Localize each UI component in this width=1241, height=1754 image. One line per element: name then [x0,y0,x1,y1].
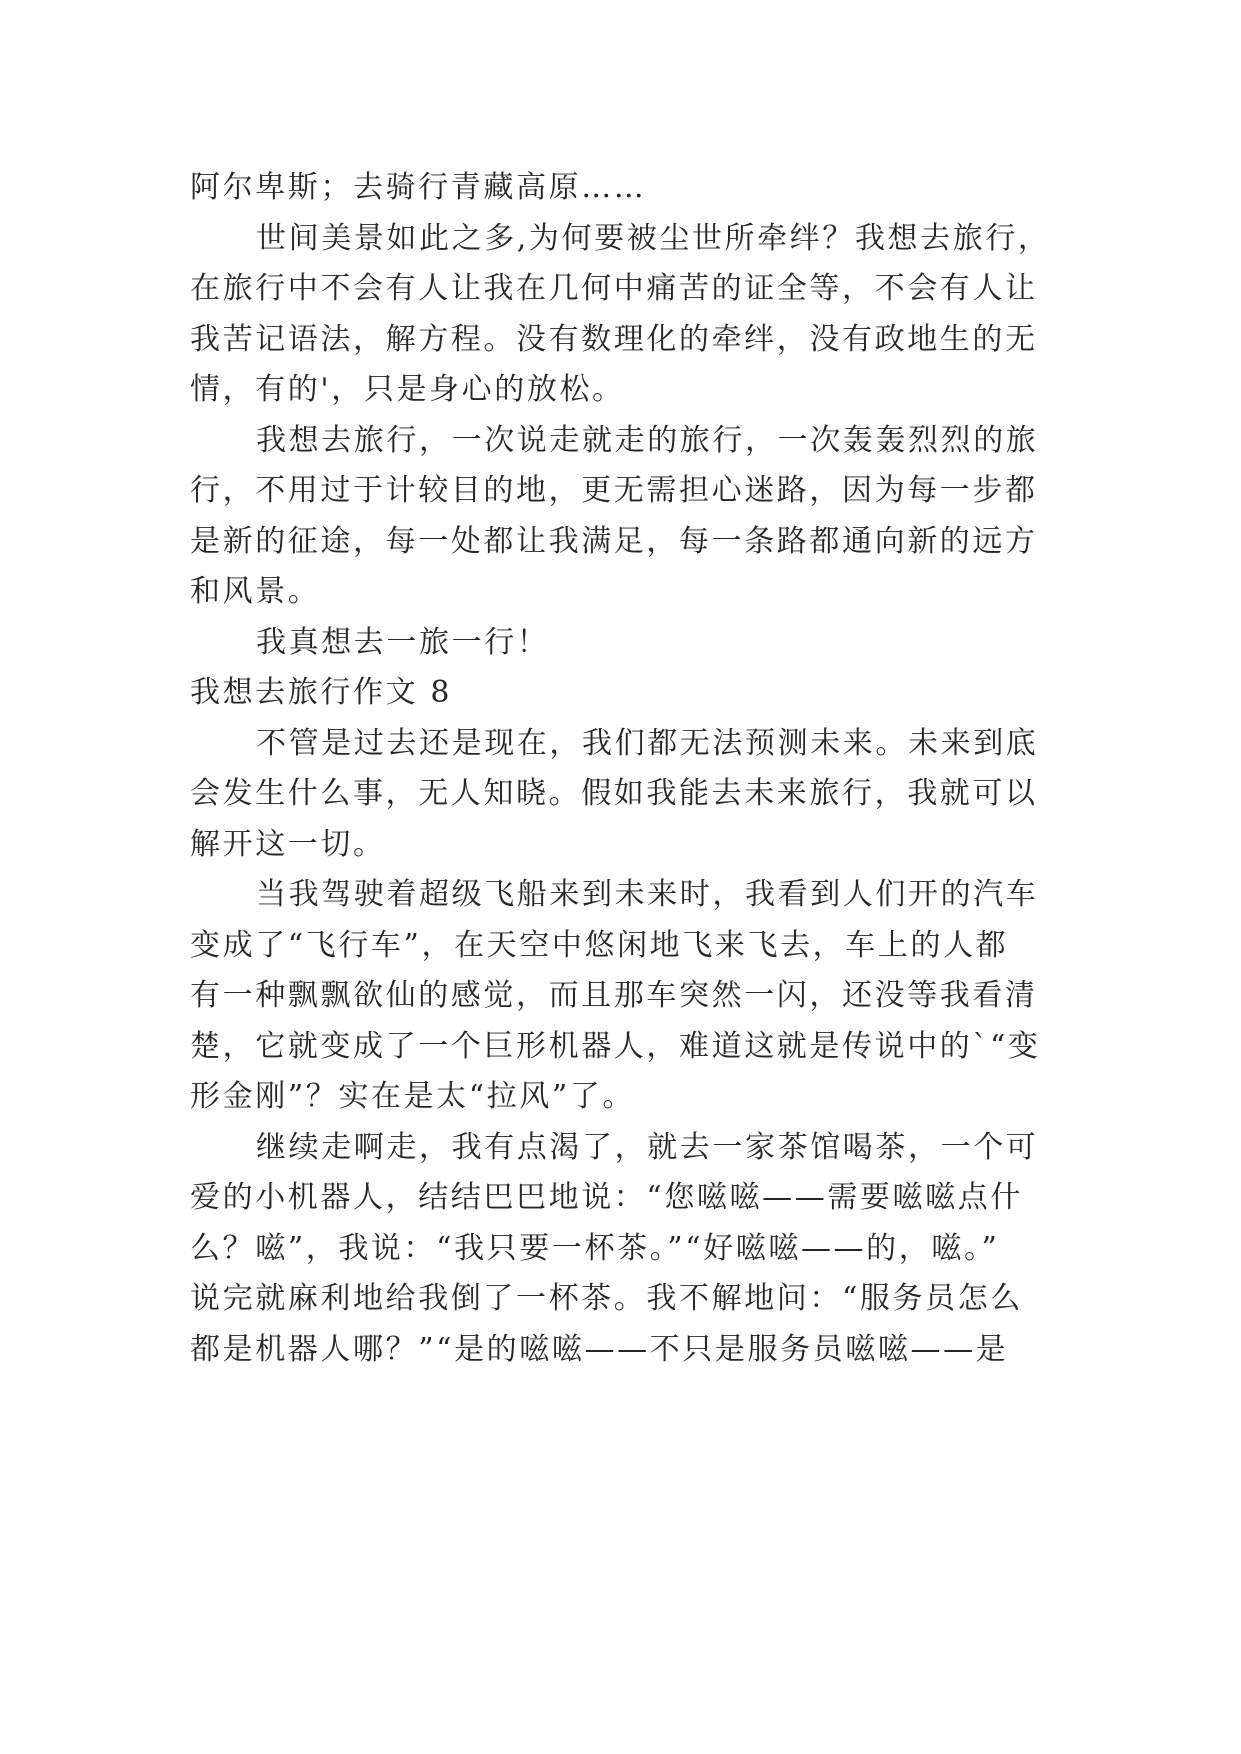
text-line: 不管是过去还是现在，我们都无法预测未来。未来到底 [256,725,1039,761]
text-line: 是新的征途，每一处都让我满足，每一条路都通向新的远方 [190,523,1038,559]
text-line: 行，不用过于计较目的地，更无需担心迷路，因为每一步都 [190,473,1038,508]
text-line: 解开这一切。 [190,826,386,862]
text-line: 形金刚”？实在是太“拉风”了。 [190,1079,636,1114]
text-line: 和风景。 [190,574,321,609]
text-line: 继续走啊走，我有点渴了，就去一家茶馆喝茶，一个可 [256,1129,1039,1165]
text-line: 说完就麻利地给我倒了一杯茶。我不解地问：“服务员怎么 [190,1281,1023,1316]
text-line: 么？嗞”，我说：“我只要一杯茶。”“好嗞嗞——的，嗞。” [190,1230,1000,1266]
text-line: 都是机器人哪？”“是的嗞嗞——不只是服务员嗞嗞——是 [190,1331,1009,1367]
text-line: 我想去旅行，一次说走就走的旅行，一次轰轰烈烈的旅 [256,422,1039,458]
text-line: 爱的小机器人，结结巴巴地说：“您嗞嗞——需要嗞嗞点什 [190,1180,1023,1215]
text-line: 当我驾驶着超级飞船来到未来时，我看到人们开的汽车 [256,877,1039,912]
text-line: 我苦记语法，解方程。没有数理化的牵绊，没有政地生的无 [190,321,1038,357]
text-line: 在旅行中不会有人让我在几何中痛苦的证全等，不会有人让 [190,271,1038,306]
text-line: 阿尔卑斯；去骑行青藏高原…… [190,170,647,205]
text-line: 情，有的'，只是身心的放松。 [190,372,625,407]
essay-heading: 我想去旅行作文 8 [190,675,453,710]
text-line: 世间美景如此之多,为何要被尘世所牵绊？我想去旅行， [256,220,1051,256]
text-line: 会发生什么事，无人知晓。假如我能去未来旅行，我就可以 [190,776,1038,811]
text-line: 变成了“飞行车”，在天空中悠闲地飞来飞去，车上的人都 [190,927,1009,963]
essay-text [190,163,1050,1375]
text-line: 楚，它就变成了一个巨形机器人，难道这就是传说中的`“变 [190,1028,1041,1064]
text-line: 我真想去一旅一行！ [256,624,550,660]
text-line: 有一种飘飘欲仙的感觉，而且那车突然一闪，还没等我看清 [190,978,1038,1013]
